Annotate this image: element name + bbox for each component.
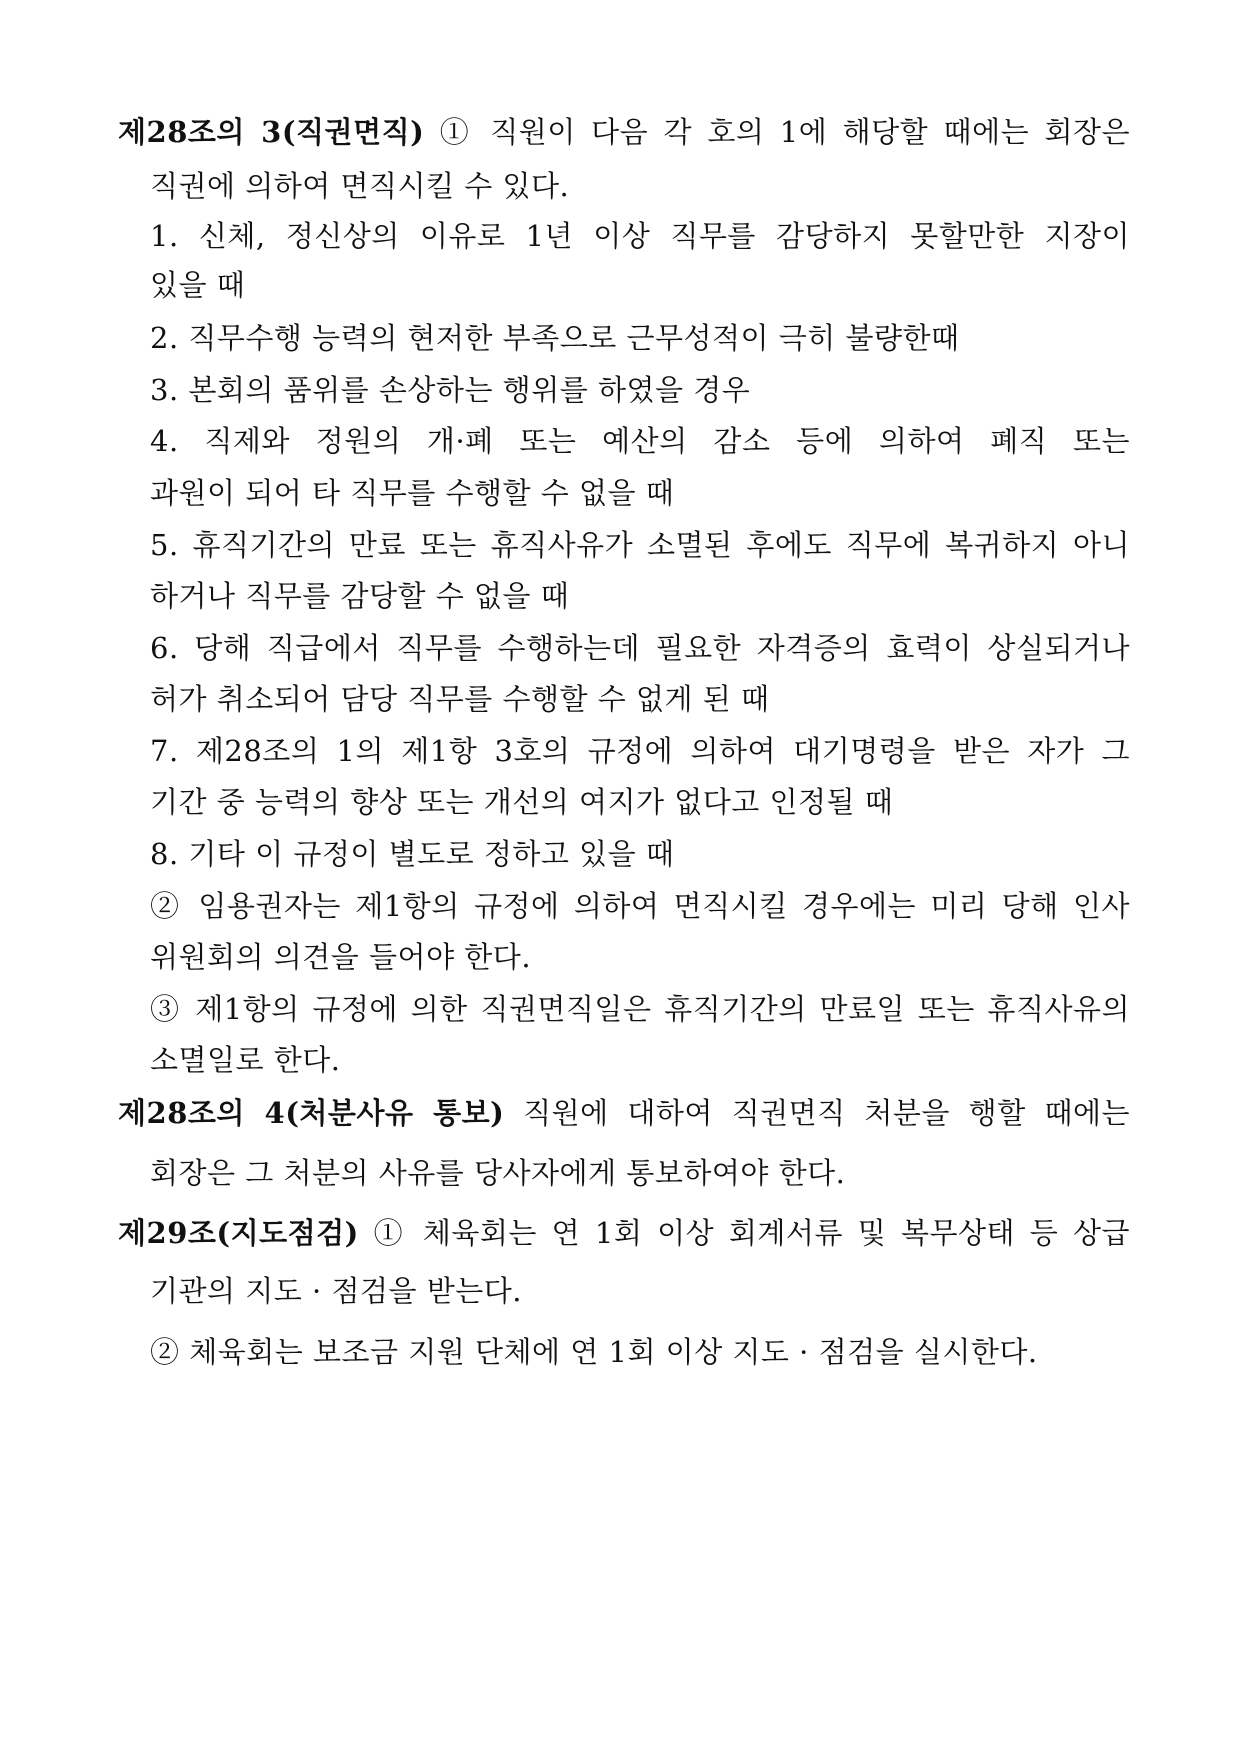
item-1-line-1: 1. 신체, 정신상의 이유로 1년 이상 직무를 감당하지 못할만한 지장이 — [150, 219, 1130, 253]
article-29-text-cont: 기관의 지도 · 점검을 받는다. — [150, 1274, 522, 1308]
item-5-line-1: 5. 휴직기간의 만료 또는 휴직사유가 소멸된 후에도 직무에 복귀하지 아니 — [150, 528, 1130, 562]
article-28-4-text: 직원에 대하여 직권면직 처분을 행할 때에는 — [523, 1096, 1130, 1130]
item-5-line-2: 하거나 직무를 감당할 수 없을 때 — [150, 579, 570, 613]
paragraph-3-line-1: ③ 제1항의 규정에 의한 직권면직일은 휴직기간의 만료일 또는 휴직사유의 — [150, 992, 1130, 1026]
item-7-line-1: 7. 제28조의 1의 제1항 3호의 규정에 의하여 대기명령을 받은 자가 그 — [150, 734, 1130, 768]
item-1-line-2: 있을 때 — [150, 268, 246, 302]
article-28-3-line-1 — [118, 112, 1130, 152]
paragraph-2-line-1: ② 임용권자는 제1항의 규정에 의하여 면직시킬 경우에는 미리 당해 인사 — [150, 889, 1130, 923]
article-28-3-heading: 제28조의 3(직권면직) — [118, 115, 425, 149]
paragraph-3-line-2: 소멸일로 한다. — [150, 1043, 341, 1077]
article-28-3-intro: ① 직원이 다음 각 호의 1에 해당할 때에는 회장은 — [439, 115, 1131, 149]
article-28-3-intro-cont: 직권에 의하여 면직시킬 수 있다. — [150, 169, 570, 203]
item-2: 2. 직무수행 능력의 현저한 부족으로 근무성적이 극히 불량한때 — [150, 321, 960, 355]
item-4-line-1: 4. 직제와 정원의 개·폐 또는 예산의 감소 등에 의하여 폐직 또는 — [150, 424, 1130, 458]
item-3: 3. 본회의 품위를 손상하는 행위를 하였을 경우 — [150, 373, 751, 407]
item-8: 8. 기타 이 규정이 별도로 정하고 있을 때 — [150, 837, 675, 871]
paragraph-2-line-2: 위원회의 의견을 들어야 한다. — [150, 940, 532, 974]
item-7-line-2: 기간 중 능력의 향상 또는 개선의 여지가 없다고 인정될 때 — [150, 785, 894, 819]
article-29-heading: 제29조(지도점검) — [118, 1216, 359, 1250]
item-6-line-2: 허가 취소되어 담당 직무를 수행할 수 없게 된 때 — [150, 682, 770, 716]
article-28-4-text-cont: 회장은 그 처분의 사유를 당사자에게 통보하여야 한다. — [150, 1156, 846, 1190]
article-28-4-heading: 제28조의 4(처분사유 통보) — [118, 1096, 505, 1130]
article-29-text: ① 체육회는 연 1회 이상 회계서류 및 복무상태 등 상급 — [373, 1216, 1131, 1250]
article-29-line-1 — [118, 1213, 1130, 1253]
item-6-line-1: 6. 당해 직급에서 직무를 수행하는데 필요한 자격증의 효력이 상실되거나 — [150, 631, 1130, 665]
article-29-paragraph-2: ② 체육회는 보조금 지원 단체에 연 1회 이상 지도 · 점검을 실시한다. — [150, 1335, 1038, 1369]
item-4-line-2: 과원이 되어 타 직무를 수행할 수 없을 때 — [150, 476, 675, 510]
article-28-4-line-1 — [118, 1093, 1130, 1133]
